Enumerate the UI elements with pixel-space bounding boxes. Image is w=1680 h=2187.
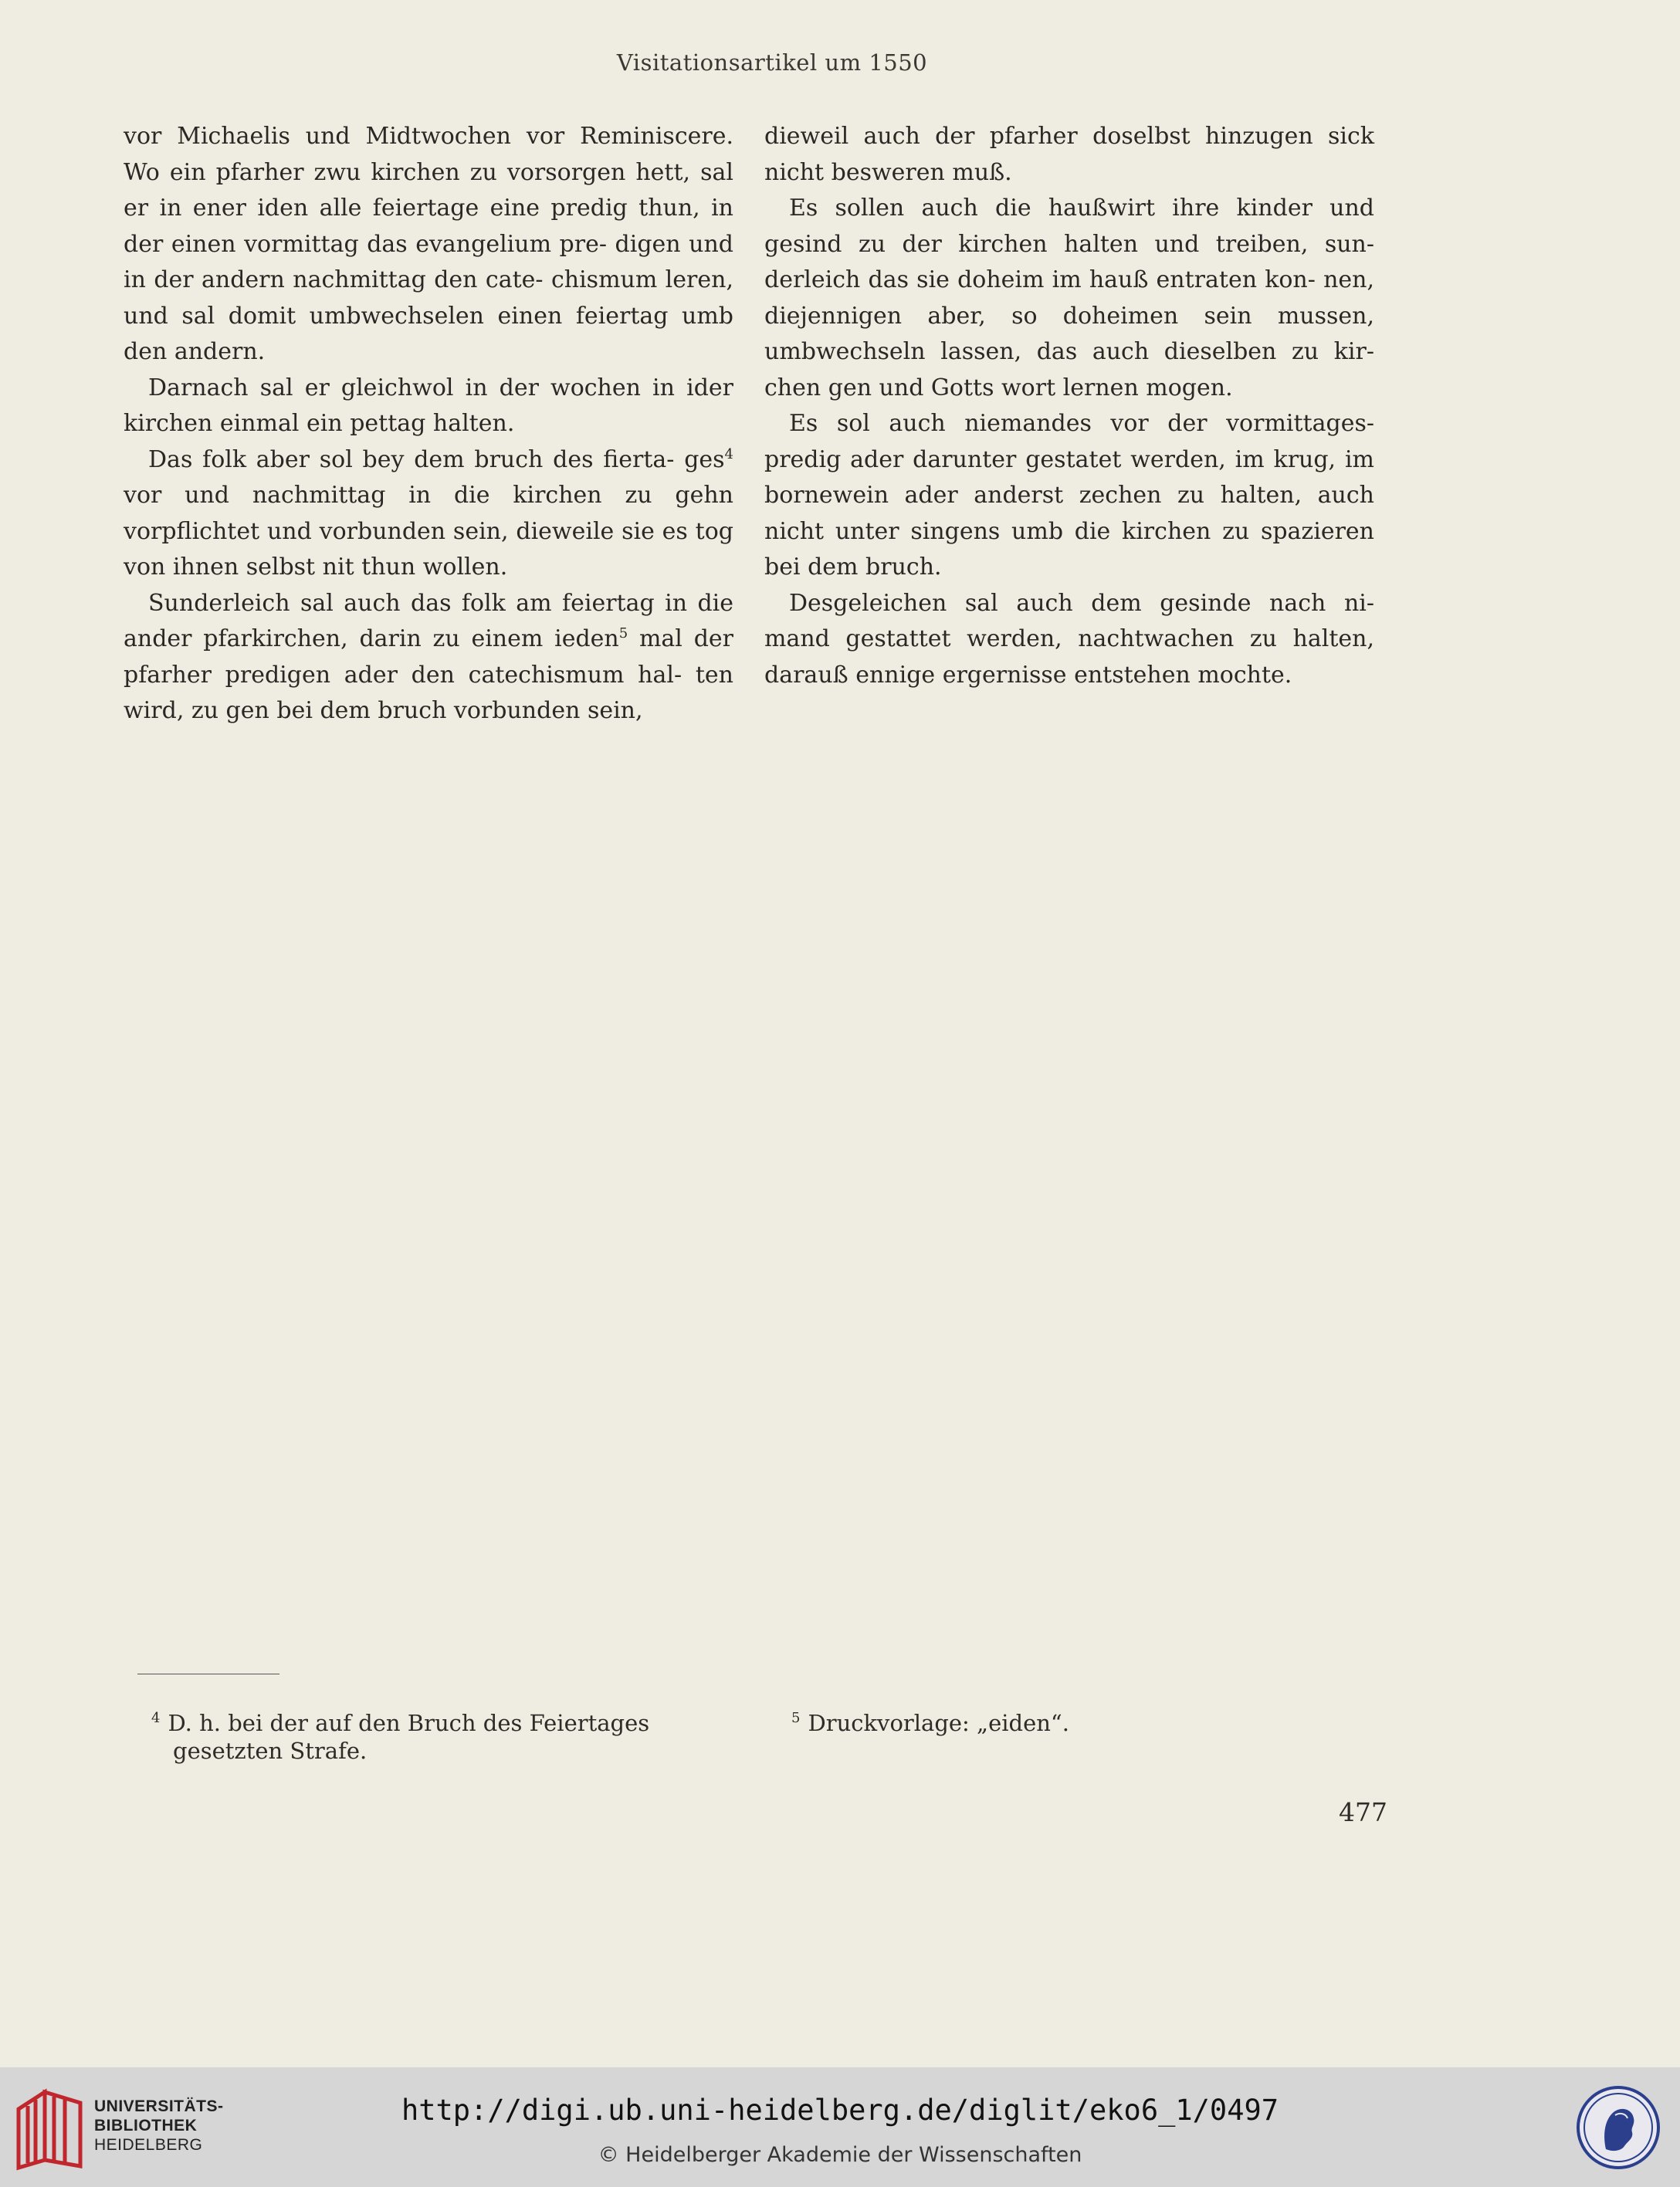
- text-line: Darnach sal er gleichwol in der wochen in: [148, 374, 675, 401]
- library-name-line: HEIDELBERG: [94, 2136, 203, 2154]
- footnote-text: gesetzten Strafe.: [173, 1738, 368, 1764]
- footnote-ref-4[interactable]: 4: [724, 445, 733, 462]
- text-line: gesind zu der kirchen halten und treiben, sun-: [764, 230, 1374, 258]
- text-line: nen, diejennigen aber, so doheimen sein mussen,: [764, 266, 1374, 330]
- text-line: im bornewein ader anderst zechen zu halten,: [764, 445, 1374, 509]
- left-paragraph-3: [124, 442, 733, 586]
- library-name-line: UNIVERSITÄTS-: [94, 2097, 224, 2115]
- text-line: die ander pfarkirchen, darin zu einem ieden: [124, 589, 733, 652]
- footer-band: [0, 2067, 1680, 2187]
- right-paragraph-1: [764, 119, 1374, 191]
- text-line: ten wird, zu gen bei dem bruch vorbunden sein,: [124, 661, 733, 724]
- text-line: nicht besweren muß.: [764, 158, 1012, 186]
- text-line: Wo ein pfarher zwu kirchen zu vorsorgen hett,: [124, 158, 691, 186]
- text-line: vor Michaelis und Midtwochen vor Reminiscere.: [124, 123, 733, 150]
- text-line: ider kirchen einmal ein pettag halten.: [124, 374, 733, 437]
- footnote-text: Druckvorlage: „eiden“.: [808, 1710, 1069, 1736]
- copyright-notice: © Heidelberger Akademie der Wissenschaften: [598, 2143, 1082, 2167]
- text-line: derleich das sie doheim im hauß entraten kon-: [764, 266, 1316, 293]
- text-line: vorpflichtet und vorbunden sein, dieweile sie es: [124, 517, 688, 545]
- text-line: Das folk aber sol bey dem bruch des fierta-: [148, 445, 675, 473]
- page-number: 477: [1339, 1797, 1387, 1827]
- text-line: einen feiertag umb den andern.: [124, 302, 734, 365]
- footnote-number: 4: [151, 1710, 161, 1727]
- academy-seal-icon[interactable]: [1575, 2084, 1661, 2171]
- text-line: digen und in der andern nachmittag den cate-: [124, 230, 733, 293]
- text-line: dieweil auch der pfarher doselbst hinzugen sick: [764, 123, 1374, 150]
- permalink-url[interactable]: http://digi.ub.uni-heidelberg.de/diglit/eko6_1/0497: [401, 2094, 1279, 2127]
- text-line: Sunderleich sal auch das folk am feiertag in: [148, 589, 688, 617]
- footnote-4: [151, 1709, 746, 1765]
- text-line: Desgeleichen sal auch dem gesinde nach ni-: [789, 589, 1374, 617]
- right-paragraph-2: [764, 191, 1374, 406]
- text-line: Es sol auch niemandes vor der vormittages-: [789, 410, 1374, 437]
- text-line: Es sollen auch die haußwirt ihre kinder und: [789, 195, 1374, 222]
- text-line: spazieren bei dem bruch.: [764, 517, 1374, 581]
- text-line: sal er in ener iden alle feiertage eine predig: [124, 158, 733, 222]
- library-name-line: BIBLIOTHEK: [94, 2117, 198, 2135]
- text-line: predig ader darunter gestatet werden, im krug,: [764, 445, 1336, 473]
- text-line: chismum leren, und sal domit umbwechselen: [124, 266, 733, 330]
- right-column: [764, 119, 1374, 693]
- footnote-number: 5: [791, 1710, 801, 1727]
- text-line: darauß ennige ergernisse entstehen mochte.: [764, 661, 1292, 689]
- text-line: der pfarher predigen ader den catechismum hal-: [124, 625, 733, 689]
- text-line: vor und nachmittag in die kirchen zu gehn: [124, 482, 733, 509]
- footnote-ref-5[interactable]: 5: [618, 625, 628, 642]
- right-paragraph-4: [764, 586, 1374, 694]
- text-line: chen gen und Gotts wort lernen mogen.: [764, 374, 1233, 401]
- text-line: tog von ihnen selbst nit thun wollen.: [124, 517, 733, 581]
- footnote-5: [791, 1709, 1255, 1737]
- text-line: thun, in der einen vormittag das evangelium pre-: [124, 195, 733, 258]
- running-head: Visitationsartikel um 1550: [616, 49, 928, 76]
- left-paragraph-2: [124, 371, 733, 442]
- right-paragraph-3: [764, 406, 1374, 586]
- left-paragraph-4: [124, 586, 733, 730]
- text-line: umbwechseln lassen, das auch dieselben zu kir-: [764, 338, 1374, 365]
- text-line: mand gestattet werden, nachtwachen zu halten,: [764, 625, 1374, 652]
- text-line: ges: [684, 445, 725, 473]
- left-column: [124, 119, 733, 730]
- text-line: auch nicht unter singens umb die kirchen zu: [764, 482, 1374, 545]
- footnote-text: D. h. bei der auf den Bruch des Feiertages: [168, 1710, 650, 1736]
- left-paragraph-1: [124, 119, 733, 371]
- text-line: mal: [628, 625, 682, 652]
